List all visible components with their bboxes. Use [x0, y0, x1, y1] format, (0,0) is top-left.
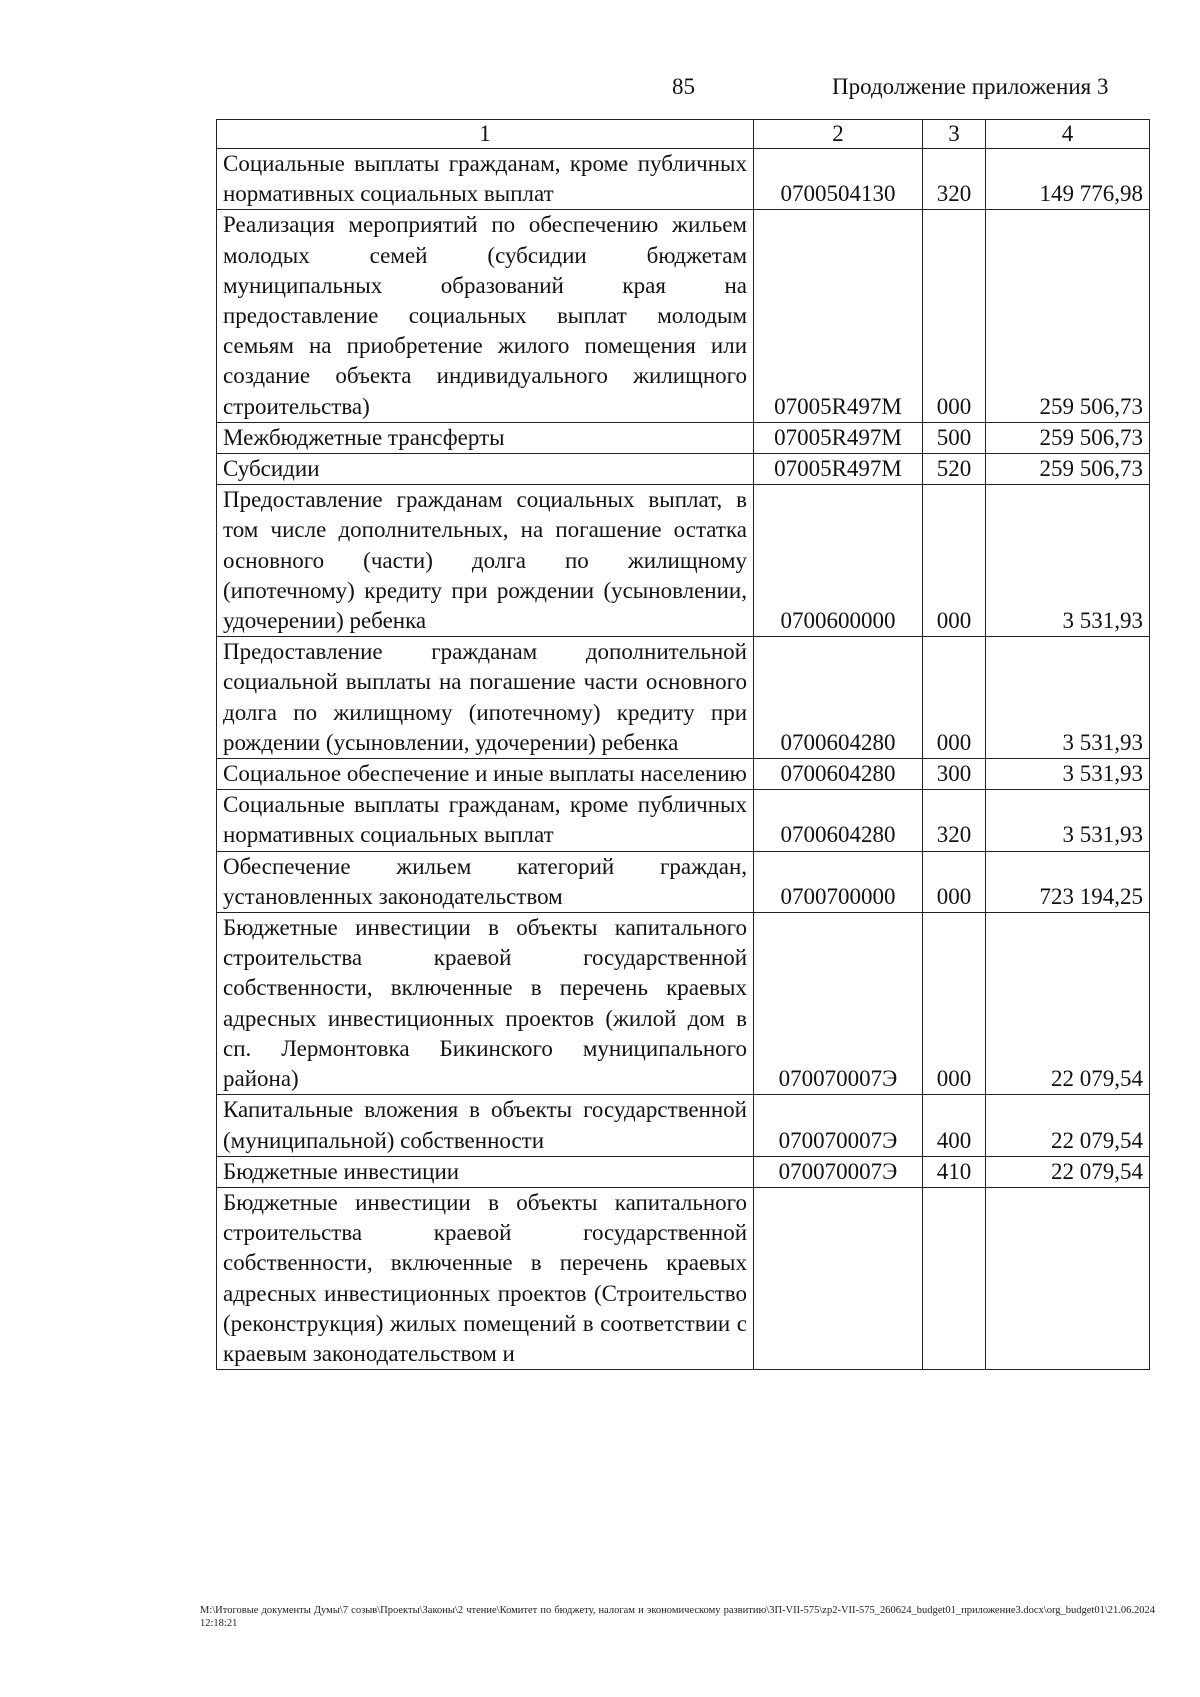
table-row	[217, 149, 1150, 210]
row-name: Социальные выплаты гражданам, кроме публичных нормативных социальных выплат	[217, 149, 754, 210]
table-row	[217, 454, 1150, 485]
row-name: Бюджетные инвестиции в объекты капитального строительства краевой государственной собственности, включенные в перечень краевых адресных инвестиционных проектов (Строительство (реконструкция) жилых помещений в соответствии с краевым законодательством и	[217, 1187, 754, 1369]
table-row	[217, 759, 1150, 790]
row-amount: 3 531,93	[986, 485, 1150, 637]
row-amount	[986, 1187, 1150, 1369]
row-name: Бюджетные инвестиции	[217, 1156, 754, 1187]
row-code: 070070007Э	[754, 913, 923, 1095]
row-code: 0700604280	[754, 759, 923, 790]
table-row	[217, 422, 1150, 453]
table-row	[217, 913, 1150, 1095]
table-row	[217, 210, 1150, 422]
row-amount: 22 079,54	[986, 1156, 1150, 1187]
row-code: 070070007Э	[754, 1156, 923, 1187]
row-amount: 22 079,54	[986, 913, 1150, 1095]
file-path-footer: М:\Итоговые документы Думы\7 созыв\Проекты\Законы\2 чтение\Комитет по бюджету, налогам и экономическому развитию\3П-VII-575\zp2-VII-575_260624_budget01_приложение3.docx\org_budget01\21.06.2024 12:18:21	[200, 1605, 1155, 1629]
row-expense-type: 500	[923, 422, 986, 453]
table-row	[217, 1187, 1150, 1369]
row-amount: 3 531,93	[986, 759, 1150, 790]
row-expense-type: 000	[923, 210, 986, 422]
table-row	[217, 851, 1150, 912]
budget-table	[216, 119, 1150, 1370]
row-expense-type: 000	[923, 485, 986, 637]
row-expense-type: 520	[923, 454, 986, 485]
row-code: 07005R497M	[754, 422, 923, 453]
row-amount: 3 531,93	[986, 790, 1150, 851]
column-header-4: 4	[986, 120, 1150, 149]
row-expense-type: 320	[923, 149, 986, 210]
row-expense-type: 000	[923, 913, 986, 1095]
row-expense-type	[923, 1187, 986, 1369]
row-name: Обеспечение жильем категорий граждан, установленных законодательством	[217, 851, 754, 912]
row-amount: 3 531,93	[986, 637, 1150, 759]
row-expense-type: 410	[923, 1156, 986, 1187]
row-code	[754, 1187, 923, 1369]
row-amount: 259 506,73	[986, 422, 1150, 453]
row-code: 070070007Э	[754, 1095, 923, 1156]
row-name: Субсидии	[217, 454, 754, 485]
table-row	[217, 1156, 1150, 1187]
table-row	[217, 1095, 1150, 1156]
row-code: 0700700000	[754, 851, 923, 912]
row-expense-type: 300	[923, 759, 986, 790]
row-name: Предоставление гражданам дополнительной социальной выплаты на погашение части основного долга по жилищному (ипотечному) кредиту при рождении (усыновлении, удочерении) ребенка	[217, 637, 754, 759]
table-header-row	[217, 120, 1150, 149]
row-expense-type: 000	[923, 637, 986, 759]
column-header-1: 1	[217, 120, 754, 149]
row-amount: 723 194,25	[986, 851, 1150, 912]
row-code: 07005R497M	[754, 454, 923, 485]
row-name: Межбюджетные трансферты	[217, 422, 754, 453]
row-name: Реализация мероприятий по обеспечению жильем молодых семей (субсидии бюджетам муниципальных образований края на предоставление социальных выплат молодым семьям на приобретение жилого помещения или создание объекта индивидуального жилищного строительства)	[217, 210, 754, 422]
row-code: 0700504130	[754, 149, 923, 210]
row-name: Капитальные вложения в объекты государственной (муниципальной) собственности	[217, 1095, 754, 1156]
table-row	[217, 637, 1150, 759]
row-name: Бюджетные инвестиции в объекты капитального строительства краевой государственной собственности, включенные в перечень краевых адресных инвестиционных проектов (жилой дом в сп. Лермонтовка Бикинского муниципального района)	[217, 913, 754, 1095]
row-code: 0700604280	[754, 790, 923, 851]
row-name: Социальные выплаты гражданам, кроме публичных нормативных социальных выплат	[217, 790, 754, 851]
row-expense-type: 320	[923, 790, 986, 851]
row-name: Социальное обеспечение и иные выплаты населению	[217, 759, 754, 790]
row-amount: 259 506,73	[986, 210, 1150, 422]
row-code: 07005R497M	[754, 210, 923, 422]
row-expense-type: 400	[923, 1095, 986, 1156]
row-expense-type: 000	[923, 851, 986, 912]
row-amount: 149 776,98	[986, 149, 1150, 210]
table-row	[217, 790, 1150, 851]
row-code: 0700600000	[754, 485, 923, 637]
page-number: 85	[672, 74, 695, 99]
row-name: Предоставление гражданам социальных выплат, в том числе дополнительных, на погашение остатка основного (части) долга по жилищному (ипотечному) кредиту при рождении (усыновлении, удочерении) ребенка	[217, 485, 754, 637]
table-row	[217, 485, 1150, 637]
row-amount: 259 506,73	[986, 454, 1150, 485]
column-header-3: 3	[923, 120, 986, 149]
continuation-label: Продолжение приложения 3	[832, 74, 1109, 99]
row-amount: 22 079,54	[986, 1095, 1150, 1156]
row-code: 0700604280	[754, 637, 923, 759]
column-header-2: 2	[754, 120, 923, 149]
